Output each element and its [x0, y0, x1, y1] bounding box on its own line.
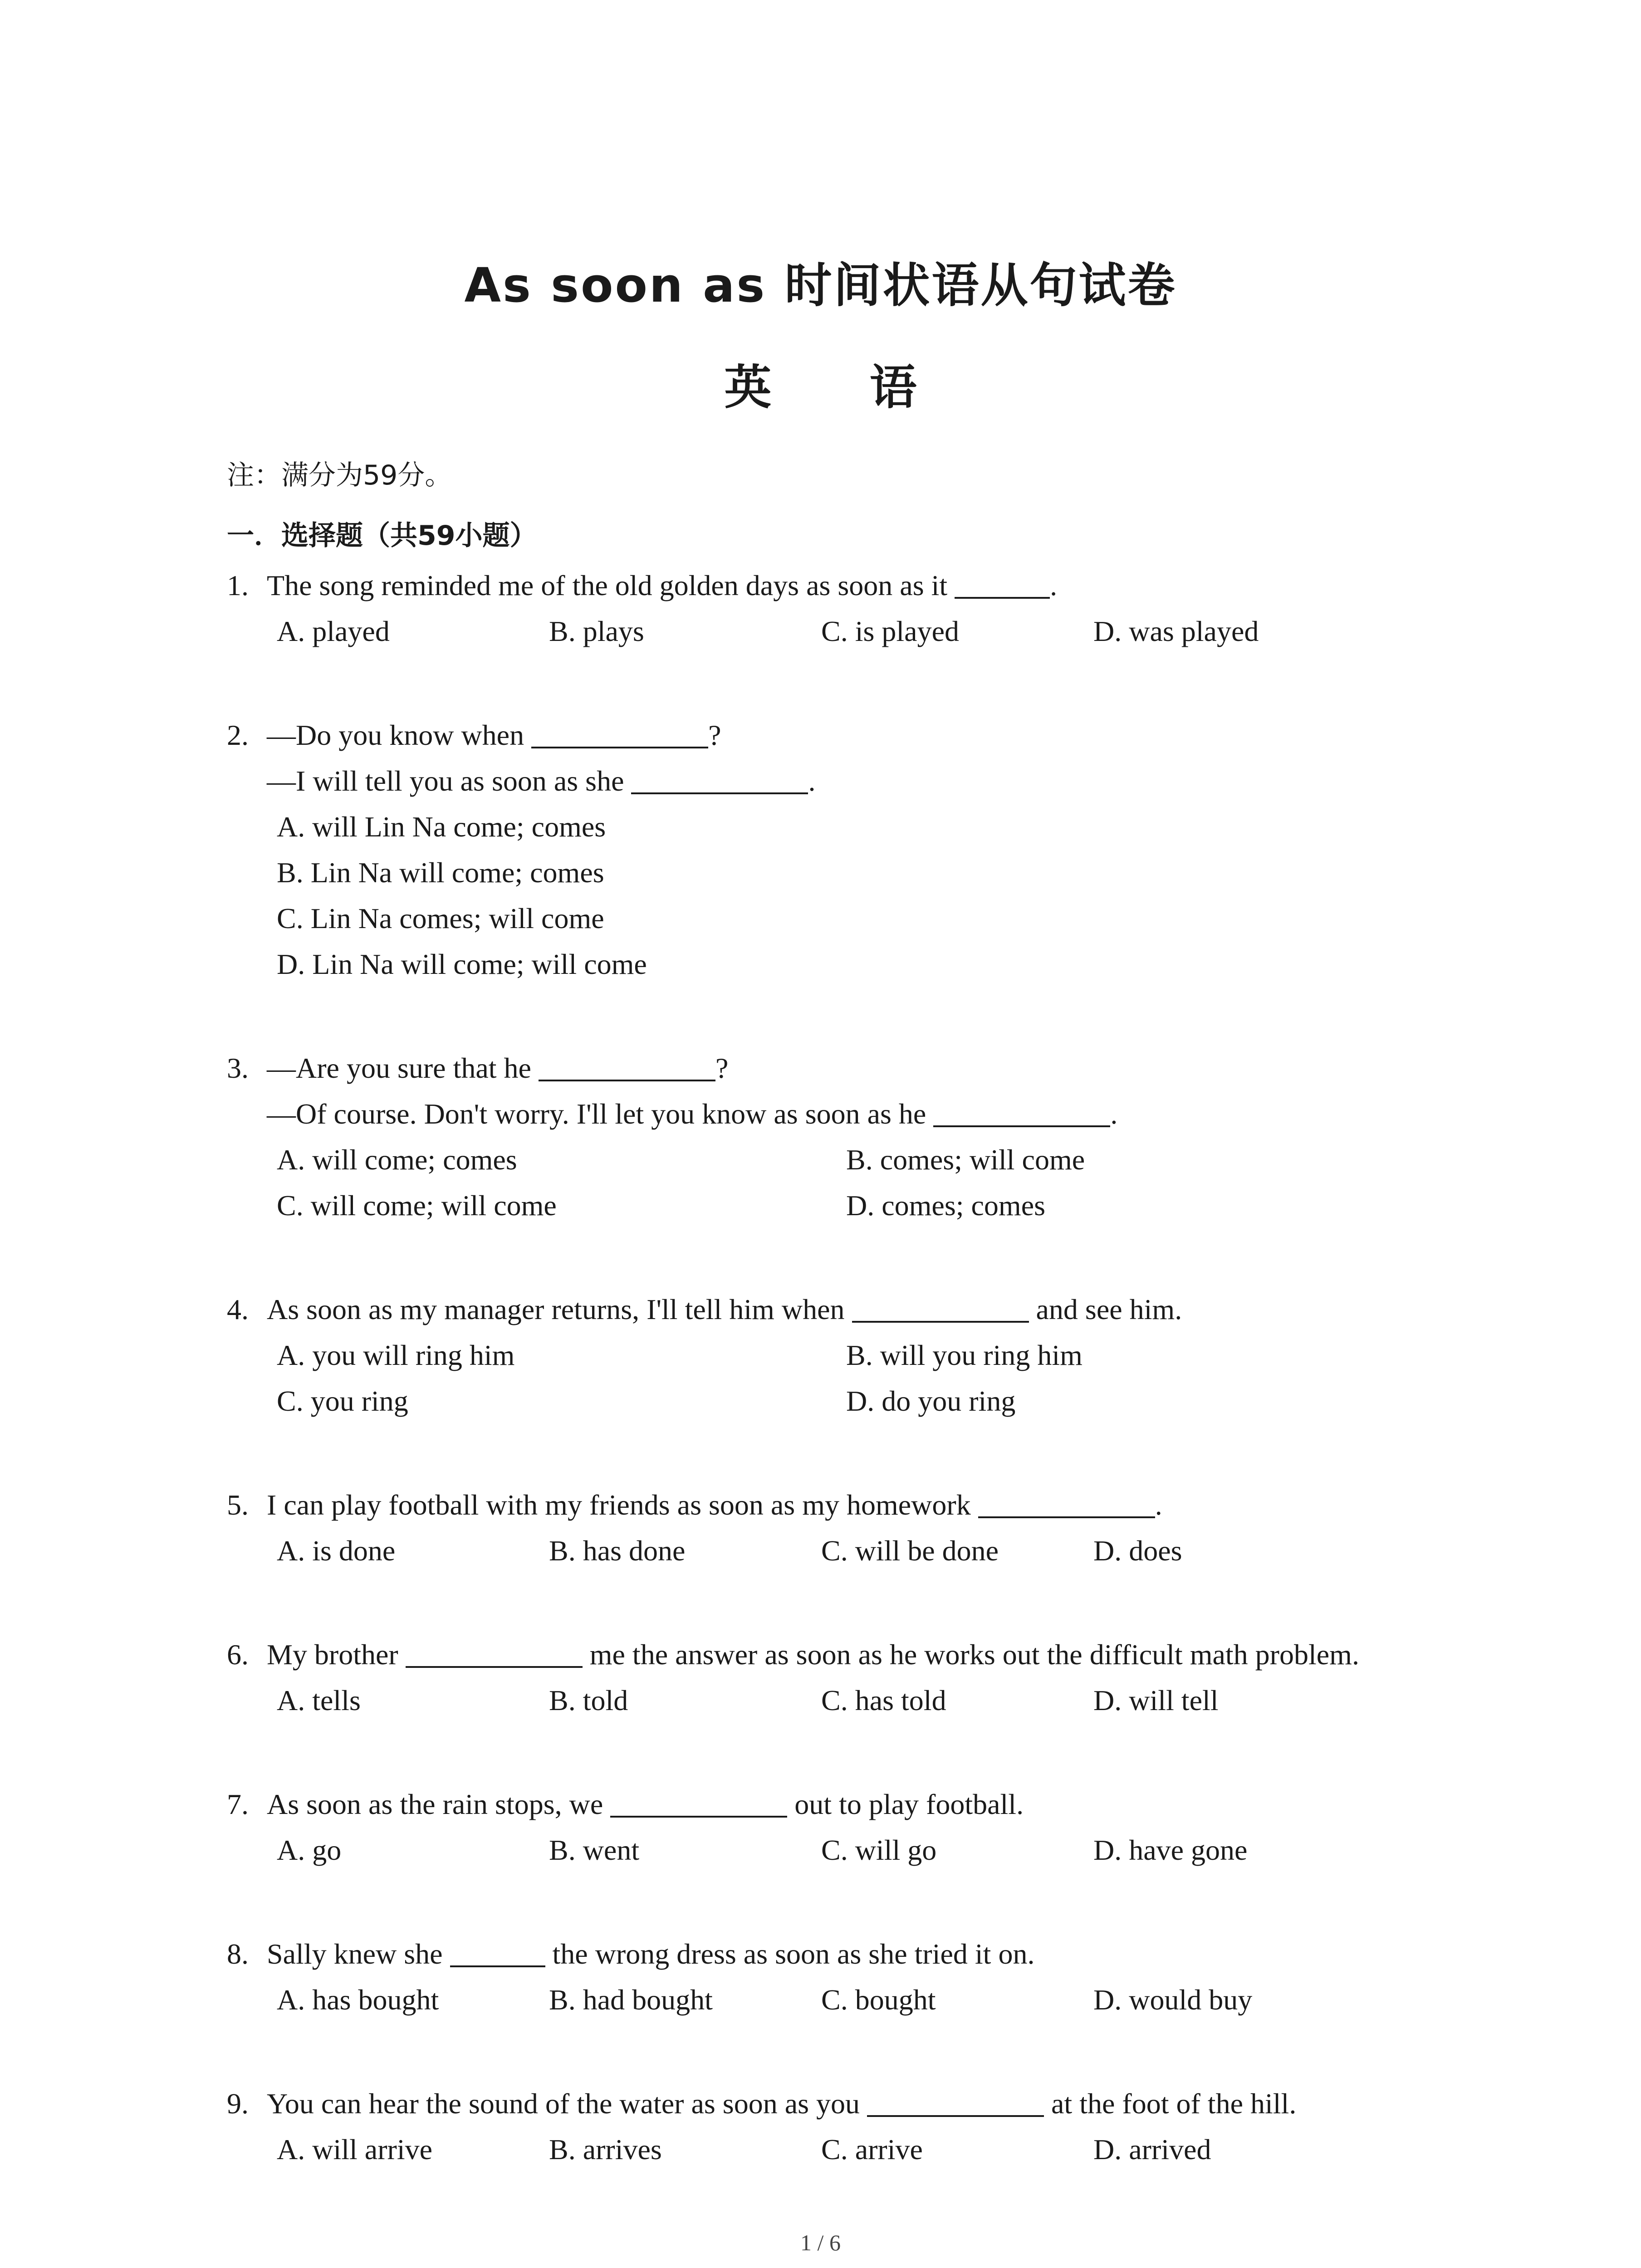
answer-blank[interactable]	[933, 1098, 1110, 1127]
option-c[interactable]: C. will go	[821, 1834, 937, 1866]
question-number: 8.	[227, 1938, 249, 1970]
question-stem-line2: —Of course. Don't worry. I'll let you know as soon as he .	[267, 1098, 1118, 1130]
page-title: As soon as 时间状语从句试卷	[464, 258, 1177, 313]
option-d[interactable]: D. does	[1093, 1535, 1182, 1567]
question-number: 5.	[227, 1489, 249, 1521]
question-7	[227, 1781, 1474, 1873]
option-c[interactable]: C. will be done	[821, 1535, 999, 1567]
answer-blank[interactable]	[631, 765, 808, 794]
question-number: 6.	[227, 1638, 249, 1671]
option-b[interactable]: B. plays	[549, 615, 644, 647]
answer-blank[interactable]	[867, 2088, 1044, 2117]
option-c[interactable]: C. arrive	[821, 2133, 923, 2165]
question-stem: As soon as the rain stops, we out to play football.	[267, 1788, 1024, 1820]
question-number: 4.	[227, 1293, 249, 1325]
page-number: 1 / 6	[800, 2230, 841, 2255]
option-b[interactable]: B. went	[549, 1834, 640, 1866]
question-6	[227, 1632, 1474, 1723]
question-5	[227, 1482, 1474, 1574]
option-b[interactable]: B. comes; will come	[846, 1144, 1085, 1176]
question-number: 3.	[227, 1052, 249, 1084]
question-list	[227, 562, 1474, 2230]
question-stem: I can play football with my friends as soon as my homework .	[267, 1489, 1162, 1521]
question-stem: The song reminded me of the old golden days as soon as it .	[267, 569, 1058, 601]
question-number: 9.	[227, 2087, 249, 2120]
option-d[interactable]: D. comes; comes	[846, 1189, 1045, 1222]
option-c[interactable]: C. Lin Na comes; will come	[277, 902, 604, 934]
option-b[interactable]: B. Lin Na will come; comes	[277, 856, 604, 889]
answer-blank[interactable]	[539, 1052, 715, 1081]
answer-blank[interactable]	[406, 1639, 583, 1668]
section-heading: 一．选择题（共59小题）	[227, 520, 537, 552]
question-stem: —Do you know when ?	[267, 719, 721, 751]
question-stem: My brother me the answer as soon as he works out the difficult math problem.	[267, 1638, 1359, 1671]
option-d[interactable]: D. would buy	[1093, 1984, 1253, 2016]
option-a[interactable]: A. tells	[277, 1684, 361, 1716]
question-number: 7.	[227, 1788, 249, 1820]
option-c[interactable]: C. has told	[821, 1684, 946, 1716]
question-number: 2.	[227, 719, 249, 751]
option-c[interactable]: C. is played	[821, 615, 959, 647]
option-a[interactable]: A. will Lin Na come; comes	[277, 811, 606, 843]
option-c[interactable]: C. will come; will come	[277, 1189, 557, 1222]
question-number: 1.	[227, 569, 249, 601]
page-subtitle: 英 语	[724, 360, 958, 415]
option-b[interactable]: B. arrives	[549, 2133, 662, 2165]
option-b[interactable]: B. has done	[549, 1535, 686, 1567]
option-d[interactable]: D. was played	[1093, 615, 1259, 647]
option-a[interactable]: A. go	[277, 1834, 342, 1866]
option-b[interactable]: B. told	[549, 1684, 628, 1716]
question-stem: You can hear the sound of the water as soon as you at the foot of the hill.	[267, 2087, 1297, 2120]
answer-blank[interactable]	[610, 1789, 787, 1818]
question-8	[227, 1931, 1474, 2023]
question-stem: As soon as my manager returns, I'll tell him when and see him.	[267, 1293, 1182, 1325]
option-d[interactable]: D. do you ring	[846, 1385, 1016, 1417]
question-stem: —Are you sure that he ?	[267, 1052, 729, 1084]
question-4	[227, 1286, 1474, 1424]
option-a[interactable]: A. you will ring him	[277, 1339, 515, 1371]
option-a[interactable]: A. played	[277, 615, 390, 647]
answer-blank[interactable]	[450, 1938, 545, 1967]
option-c[interactable]: C. bought	[821, 1984, 936, 2016]
question-2	[227, 712, 1474, 987]
option-d[interactable]: D. Lin Na will come; will come	[277, 948, 647, 980]
option-d[interactable]: D. will tell	[1093, 1684, 1219, 1716]
option-b[interactable]: B. will you ring him	[846, 1339, 1083, 1371]
question-1	[227, 562, 1474, 654]
question-9	[227, 2081, 1474, 2172]
answer-blank[interactable]	[852, 1294, 1029, 1323]
option-c[interactable]: C. you ring	[277, 1385, 408, 1417]
option-a[interactable]: A. has bought	[277, 1984, 439, 2016]
question-stem: Sally knew she the wrong dress as soon as she tried it on.	[267, 1938, 1035, 1970]
option-a[interactable]: A. is done	[277, 1535, 396, 1567]
question-3	[227, 1045, 1474, 1228]
option-d[interactable]: D. arrived	[1093, 2133, 1211, 2165]
question-stem-line2: —I will tell you as soon as she .	[267, 765, 816, 797]
answer-blank[interactable]	[978, 1489, 1155, 1518]
option-a[interactable]: A. will arrive	[277, 2133, 432, 2165]
score-note: 注：满分为59分。	[227, 459, 452, 491]
option-d[interactable]: D. have gone	[1093, 1834, 1248, 1866]
answer-blank[interactable]	[531, 719, 708, 748]
answer-blank[interactable]	[955, 570, 1050, 599]
option-b[interactable]: B. had bought	[549, 1984, 713, 2016]
option-a[interactable]: A. will come; comes	[277, 1144, 517, 1176]
